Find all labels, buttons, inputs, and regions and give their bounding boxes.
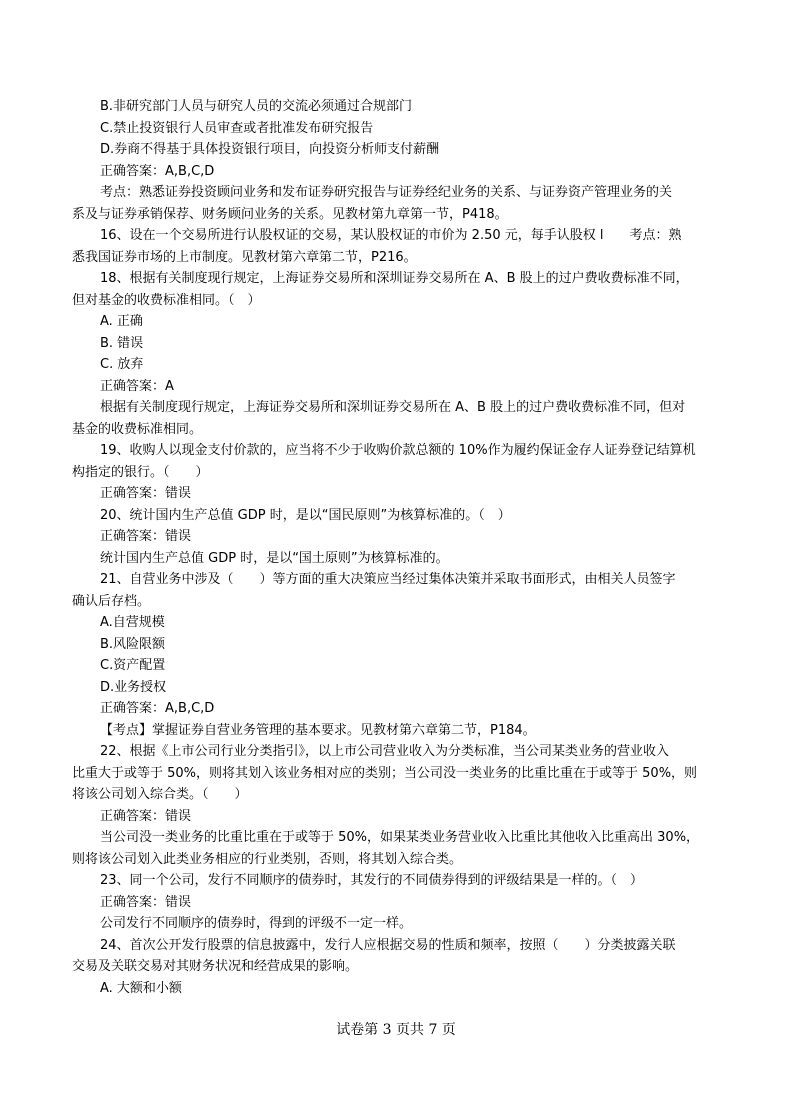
text-line: 22、根据《上市公司行业分类指引》，以上市公司营业收入为分类标准，当公司某类业务的营业收入	[100, 744, 670, 759]
text-line: 交易及关联交易对其财务状况和经营成果的影响。	[72, 959, 359, 974]
text-line: A.自营规模	[100, 615, 165, 630]
text-line: D.券商不得基于具体投资银行项目，向投资分析师支付薪酬	[100, 142, 440, 157]
text-line: 确认后存档。	[72, 593, 151, 609]
text-line: 统计国内生产总值 GDP 时，是以“国土原则”为核算标准的。	[100, 550, 449, 566]
text-line: C.禁止投资银行人员审查或者批准发布研究报告	[100, 120, 374, 136]
text-line: 正确答案：A,B,C,D	[100, 163, 215, 179]
text-line: 正确答案：错误	[100, 486, 192, 501]
text-line: 将该公司划入综合类。（ ）	[72, 787, 248, 802]
text-line: A. 大额和小额	[100, 980, 182, 996]
page-footer: 试卷第 3 页共 7 页	[336, 1022, 456, 1038]
text-line: C.资产配置	[100, 658, 166, 673]
text-line: 系及与证券承销保荐、财务顾问业务的关系。见教材第九章第一节，P418。	[72, 206, 508, 222]
text-line: 正确答案：A	[100, 378, 174, 394]
text-line: 16、设在一个交易所进行认股权证的交易，某认股权证的市价为 2.50 元，每手认股权 l 考点：熟	[100, 228, 682, 243]
text-line: 正确答案：A,B,C,D	[100, 701, 215, 716]
document-body	[72, 96, 722, 999]
text-line: 正确答案：错误	[100, 529, 192, 544]
text-line: 19、收购人以现金支付价款的，应当将不少于收购价款总额的 10%作为履约保证金存人证券登记结算机	[100, 443, 696, 458]
text-line: 23、同一个公司，发行不同顺序的债券时，其发行的不同债券得到的评级结果是一样的。（ ）	[100, 873, 644, 888]
text-line: 21、自营业务中涉及（ ）等方面的重大决策应当经过集体决策并采取书面形式，由相关人员签字	[100, 572, 676, 587]
text-line: 18、根据有关制度现行规定，上海证券交易所和深圳证券交易所在 A、B 股上的过户费收费标准不同，	[100, 271, 689, 286]
text-line: 公司发行不同顺序的债券时，得到的评级不一定一样。	[100, 916, 413, 931]
text-line: 悉我国证券市场的上市制度。见教材第六章第二节，P216。	[72, 249, 417, 265]
text-line: 考点：熟悉证券投资顾问业务和发布证券研究报告与证券经纪业务的关系、与证券资产管理业务的关	[100, 185, 673, 200]
text-line: B.风险限额	[100, 636, 166, 652]
text-line: 当公司没一类业务的比重比重在于或等于 50%，如果某类业务营业收入比重比其他收入比重高出 30%，	[100, 830, 700, 845]
text-line: C. 放弃	[100, 357, 144, 372]
text-line: 但对基金的收费标准相同。（ ）	[72, 292, 261, 308]
text-line: A. 正确	[100, 314, 143, 329]
text-line: 正确答案：错误	[100, 894, 192, 910]
text-line: B. 错误	[100, 335, 144, 351]
text-line: 20、统计国内生产总值 GDP 时，是以“国民原则”为核算标准的。（ ）	[100, 507, 511, 523]
text-line: D.业务授权	[100, 679, 167, 695]
text-line: B.非研究部门人员与研究人员的交流必须通过合规部门	[100, 99, 413, 114]
text-line: 24、首次公开发行股票的信息披露中，发行人应根据交易的性质和频率，按照（ ）分类披露关联	[100, 937, 676, 953]
text-line: 比重大于或等于 50%，则将其划入该业务相对应的类别；当公司没一类业务的比重比重在于或等于 50%，则	[72, 765, 698, 781]
text-line: 正确答案：错误	[100, 808, 192, 824]
text-line: 【考点】掌握证券自营业务管理的基本要求。见教材第六章第二节，P184。	[100, 722, 536, 738]
text-line: 则将该公司划入此类业务相应的行业类别，否则，将其划入综合类。	[72, 851, 463, 867]
text-line: 构指定的银行。（ ）	[72, 464, 209, 480]
text-line: 根据有关制度现行规定，上海证券交易所和深圳证券交易所在 A、B 股上的过户费收费标准不同，但对	[100, 400, 686, 415]
text-line: 基金的收费标准相同。	[72, 421, 203, 437]
